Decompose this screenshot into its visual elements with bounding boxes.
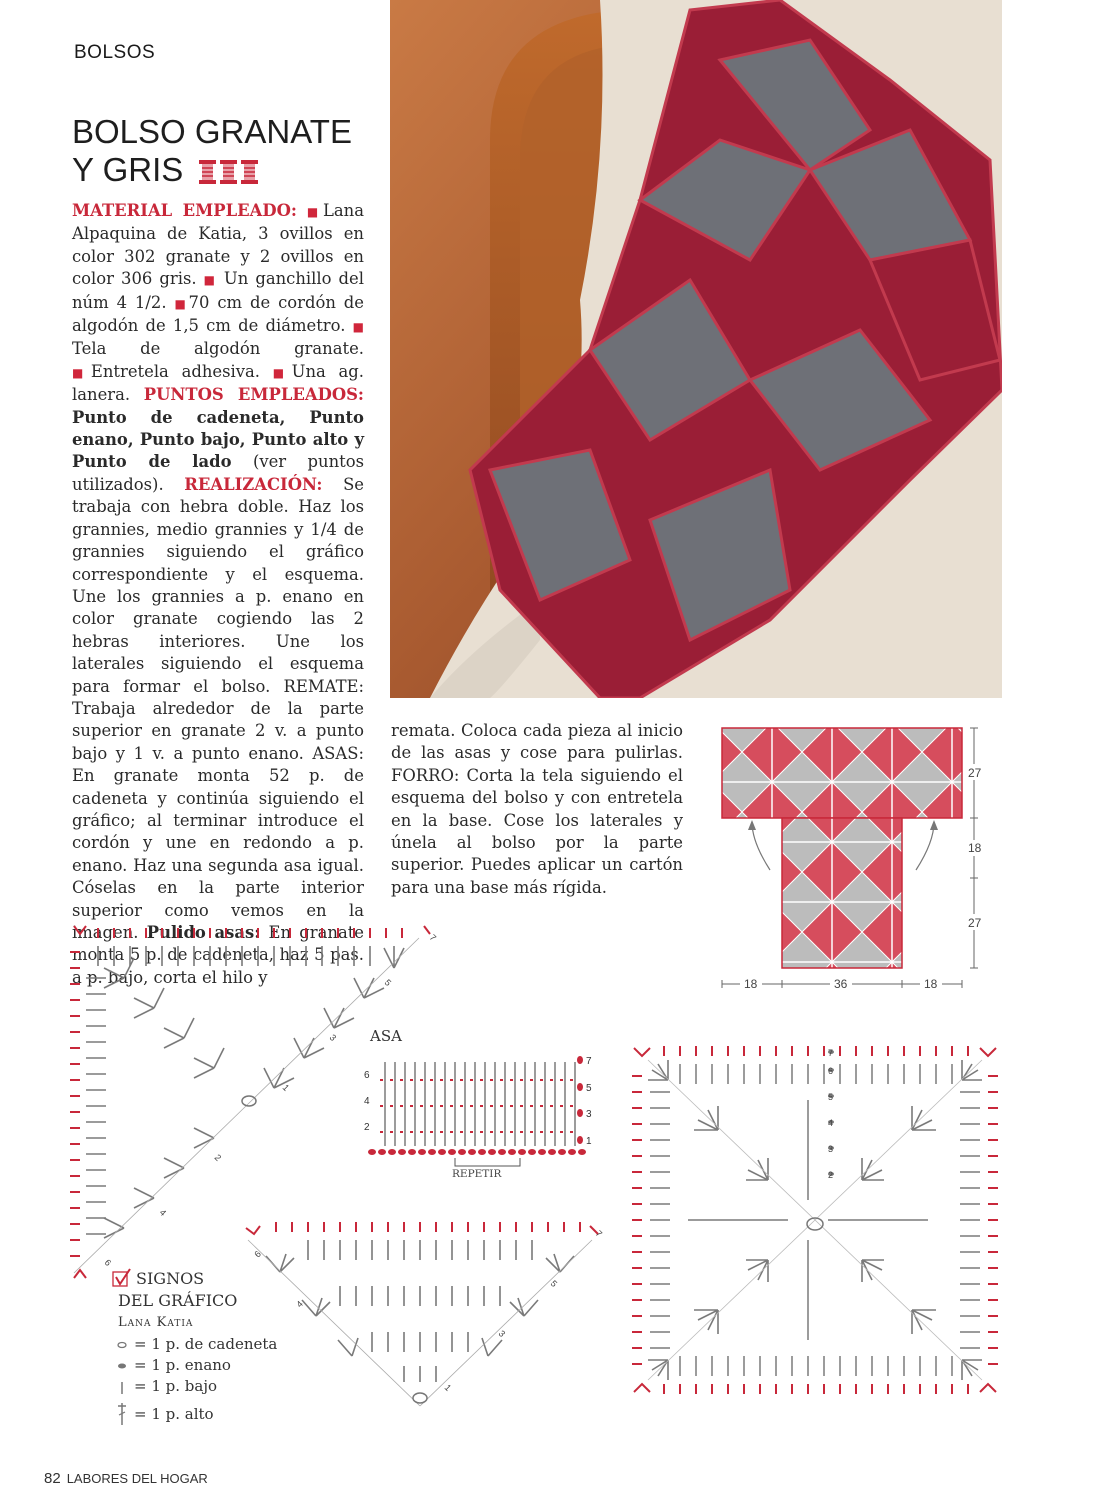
puntos-bold: Punto de cadeneta, Punto enano, Punto bajo, Punto alto y Punto de lado: [72, 407, 364, 472]
svg-text:4: 4: [828, 1118, 834, 1128]
chain-icon: [112, 1338, 132, 1352]
article-title: [72, 113, 372, 189]
legend-text-chain: = 1 p. de cadeneta: [134, 1335, 278, 1353]
material-text: Lana Alpaquina de Katia, 3 ovillos en color 302 granate y 2 ovillos en color 306 gris.: [72, 201, 364, 289]
instructions-column-2: remata. Coloca cada pieza al inicio de las asas y cose para pulirlas. FORRO: Corta la tela siguiendo el esquema del bolso y con entretela en la base. Cose los laterales y únela al bolso por la parte superior. Puedes aplicar un cartón para una base más rígida.: [391, 721, 683, 897]
asa-chart: [360, 1050, 600, 1170]
material-label: MATERIAL EMPLEADO:: [72, 201, 297, 220]
legend-item-dc: [112, 1401, 277, 1427]
dim-right-1: 27: [968, 766, 982, 780]
legend-item-slip: [112, 1355, 277, 1376]
material-cord: 70 cm de cordón de algodón de 1,5 cm de diámetro.: [72, 292, 365, 336]
stitch-legend: [112, 1268, 277, 1427]
legend-item-sc: [112, 1376, 277, 1397]
svg-text:2: 2: [212, 1152, 224, 1163]
asa-stitches: [364, 1056, 592, 1166]
material-interfacing: Entretela adhesiva.: [90, 361, 260, 381]
asa-row-2: 2: [364, 1122, 370, 1133]
dim-right-2: 18: [968, 841, 982, 855]
pulido-text: En granate monta 5 p. de cadeneta, haz 5 pas. a p. bajo, corta el hilo y: [72, 923, 365, 987]
svg-text:1: 1: [280, 1082, 292, 1093]
svg-text:7: 7: [828, 1048, 834, 1058]
svg-text:2: 2: [828, 1170, 834, 1180]
legend-brand: Lana Katia: [118, 1315, 194, 1330]
title-line-2: Y GRIS: [72, 151, 372, 189]
legend-text-dc: = 1 p. alto: [134, 1404, 214, 1423]
asa-row-3: 3: [586, 1109, 592, 1120]
realizacion-text: Se trabaja con hebra doble. Haz los grannies, medio grannies y 1/4 de grannies siguiendo el gráfico correspondiente y el esquema. Une los grannies a p. enano en color granate cogiendo las 2 hebras interiores. Une los laterales siguiendo el esquema para formar el bolso. REMATE: Trabaja alrededor de la parte superior en granate 2 v. a punto bajo y 1 v. a punto enano. ASAS: En granate monta 52 p. de cadeneta y continúa siguiendo el gráfico; al terminar introduce el cordón y une en redondo a p. enano. Haz una segunda asa igual. Cóselas en la parte interior superior como vemos en la imagen.: [72, 474, 364, 942]
legend-heading-2: DEL GRÁFICO: [118, 1291, 238, 1310]
svg-text:6: 6: [828, 1066, 834, 1076]
single-crochet-icon: [112, 1377, 132, 1397]
legend-heading-1: SIGNOS: [136, 1269, 205, 1288]
checkmark-icon: [112, 1268, 134, 1290]
svg-text:5: 5: [382, 977, 394, 988]
section-label: BOLSOS: [74, 42, 156, 63]
material-needle: Una ag. lanera.: [72, 361, 365, 405]
svg-text:1: 1: [442, 1382, 454, 1393]
svg-text:5: 5: [828, 1092, 834, 1102]
svg-text:7: 7: [593, 1228, 605, 1239]
asa-title: ASA: [370, 1027, 402, 1045]
svg-text:3: 3: [496, 1328, 508, 1339]
granny-stitches: [632, 1046, 998, 1394]
bag-photo-illustration: [390, 0, 1002, 698]
repeat-label: REPETIR: [452, 1168, 502, 1180]
magazine-name: LABORES DEL HOGAR: [66, 1471, 208, 1486]
dim-bottom-1: 18: [744, 977, 758, 991]
legend-text-sc: = 1 p. bajo: [134, 1377, 218, 1395]
dim-bottom-2: 36: [834, 977, 848, 991]
dim-bottom-3: 18: [924, 977, 938, 991]
asa-row-5: 5: [586, 1083, 592, 1094]
svg-text:6: 6: [252, 1248, 263, 1260]
asa-row-6: 6: [364, 1070, 370, 1081]
legend-text-slip: = 1 p. enano: [134, 1356, 231, 1374]
svg-text:6: 6: [102, 1257, 114, 1268]
difficulty-spools-icon: [198, 158, 260, 186]
svg-text:4: 4: [157, 1207, 169, 1218]
svg-text:3: 3: [828, 1144, 834, 1154]
svg-text:4: 4: [294, 1298, 305, 1310]
page-number: 82: [44, 1470, 61, 1487]
svg-text:7: 7: [427, 932, 439, 943]
material-hook: Un ganchillo del núm 4 1/2.: [72, 269, 364, 312]
slip-stitch-icon: [112, 1359, 132, 1373]
puntos-label: PUNTOS EMPLEADOS:: [143, 385, 364, 405]
page-footer: [44, 1470, 208, 1487]
half-granny-stitches: [246, 1222, 604, 1406]
bag-photo: [390, 0, 1002, 698]
granny-square-chart: [628, 1040, 1003, 1400]
asa-row-7: 7: [586, 1056, 592, 1067]
asa-row-1: 1: [586, 1136, 592, 1147]
legend-item-chain: [112, 1334, 277, 1355]
half-granny-chart: [240, 1216, 610, 1416]
pulido-label: Pulido asas:: [146, 923, 261, 942]
puntos-rest: (ver puntos utilizados).: [72, 452, 364, 494]
material-fabric: Tela de algodón granate.: [72, 339, 364, 359]
svg-text:5: 5: [548, 1278, 560, 1289]
instructions-column-1: MATERIAL EMPLEADO: ■Lana Alpaquina de Katia, 3 ovillos en color 302 granate y 2 ovillos en color 306 gris. ■ Un ganchillo del núm 4 1/2. ■70 cm de cordón de algodón de 1,5 cm de diámetro. ■ Tela de algodón granate. ■Entretela adhesiva. ■Una ag. lanera. PUNTOS EMPLEADOS: Punto de cadeneta, Punto enano, Punto bajo, Punto alto y Punto de lado (ver puntos utilizados). REALIZACIÓN: Se trabaja con hebra doble. Haz los grannies, medio grannies y 1/4 de grannies siguiendo el gráfico correspondiente y el esquema. Une los grannies a p. enano en color granate cogiendo las 2 hebras interiores. Une los laterales siguiendo el esquema para formar el bolso. REMATE: Trabaja alrededor de la parte superior en granate 2 v. a punto bajo y 1 v. a punto enano. ASAS: En granate monta 52 p. de cadeneta y continúa siguiendo el gráfico; al terminar introduce el cordón y une en redondo a p. enano. Haz una segunda asa igual. Cóselas en la parte interior superior como vemos en la imagen. Pulido asas: En granate monta 5 p. de cadeneta, haz 5 pas. a p. bajo, corta el hilo y: [72, 201, 365, 987]
title-line-1: BOLSO GRANATE: [72, 113, 352, 150]
asa-row-4: 4: [364, 1096, 370, 1107]
svg-text:3: 3: [327, 1032, 339, 1043]
realizacion-label: REALIZACIÓN:: [184, 474, 323, 494]
dim-right-3: 27: [968, 916, 982, 930]
double-crochet-icon: [112, 1401, 132, 1427]
bag-schema-diagram: [712, 722, 1002, 997]
